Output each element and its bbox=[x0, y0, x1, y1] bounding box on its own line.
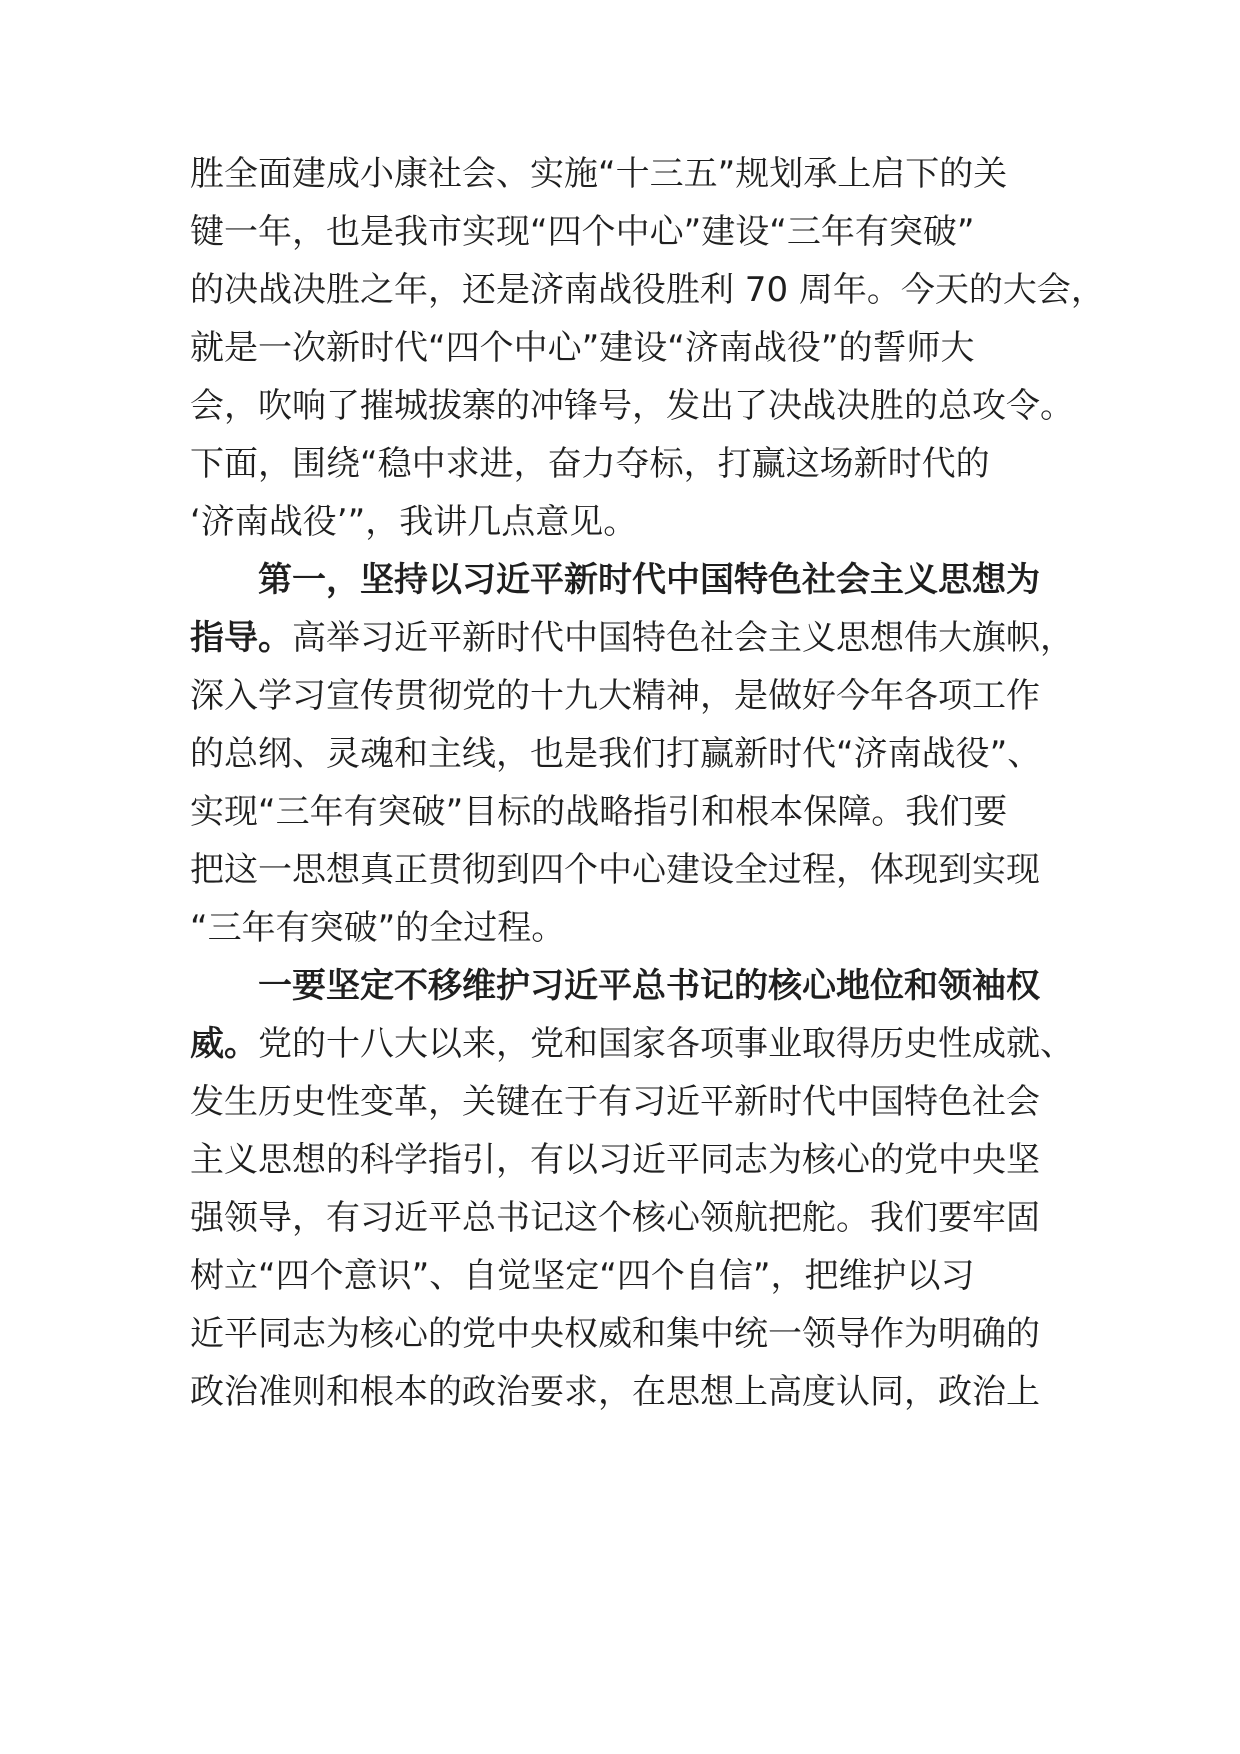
paragraph-line: 树立“四个意识”、自觉坚定“四个自信”，把维护以习 bbox=[190, 1256, 975, 1296]
paragraph-line: 主义思想的科学指引，有以习近平同志为核心的党中央坚 bbox=[190, 1140, 1040, 1180]
section-heading-continuation bbox=[190, 1022, 1074, 1066]
paragraph-line: “三年有突破”的全过程。 bbox=[190, 908, 566, 948]
paragraph-text: 高举习近平新时代中国特色社会主义思想伟大旗帜， bbox=[292, 618, 1074, 658]
section-heading: 一要坚定不移维护习近平总书记的核心地位和领袖权 bbox=[258, 966, 1040, 1006]
section-heading-tail: 威。 bbox=[190, 1024, 258, 1064]
paragraph-line: 发生历史性变革，关键在于有习近平新时代中国特色社会 bbox=[190, 1082, 1040, 1122]
paragraph-text: 党的十八大以来，党和国家各项事业取得历史性成就、 bbox=[258, 1024, 1074, 1064]
paragraph-line: 近平同志为核心的党中央权威和集中统一领导作为明确的 bbox=[190, 1314, 1040, 1354]
paragraph-line: 就是一次新时代“四个中心”建设“济南战役”的誓师大 bbox=[190, 328, 975, 368]
paragraph-line: 强领导，有习近平总书记这个核心领航把舵。我们要牢固 bbox=[190, 1198, 1040, 1238]
paragraph-line: 政治准则和根本的政治要求，在思想上高度认同，政治上 bbox=[190, 1372, 1040, 1412]
section-heading: 第一，坚持以习近平新时代中国特色社会主义思想为 bbox=[258, 560, 1040, 600]
paragraph-line: ‘济南战役’”，我讲几点意见。 bbox=[190, 502, 638, 542]
paragraph-line: 键一年，也是我市实现“四个中心”建设“三年有突破” bbox=[190, 212, 975, 252]
paragraph-line: 的决战决胜之年，还是济南战役胜利 70 周年。今天的大会， bbox=[190, 270, 1105, 310]
paragraph-line: 会，吹响了摧城拔寨的冲锋号，发出了决战决胜的总攻令。 bbox=[190, 386, 1074, 426]
paragraph-line: 把这一思想真正贯彻到四个中心建设全过程，体现到实现 bbox=[190, 850, 1040, 890]
paragraph-line: 深入学习宣传贯彻党的十九大精神，是做好今年各项工作 bbox=[190, 676, 1040, 716]
paragraph-line: 下面，围绕“稳中求进，奋力夺标，打赢这场新时代的 bbox=[190, 444, 990, 484]
section-heading-tail: 指导。 bbox=[190, 618, 292, 658]
section-heading-continuation bbox=[190, 616, 1074, 660]
paragraph-line: 胜全面建成小康社会、实施“十三五”规划承上启下的关 bbox=[190, 154, 1008, 194]
paragraph-line: 实现“三年有突破”目标的战略指引和根本保障。我们要 bbox=[190, 792, 1008, 832]
paragraph-line: 的总纲、灵魂和主线，也是我们打赢新时代“济南战役”、 bbox=[190, 734, 1042, 774]
